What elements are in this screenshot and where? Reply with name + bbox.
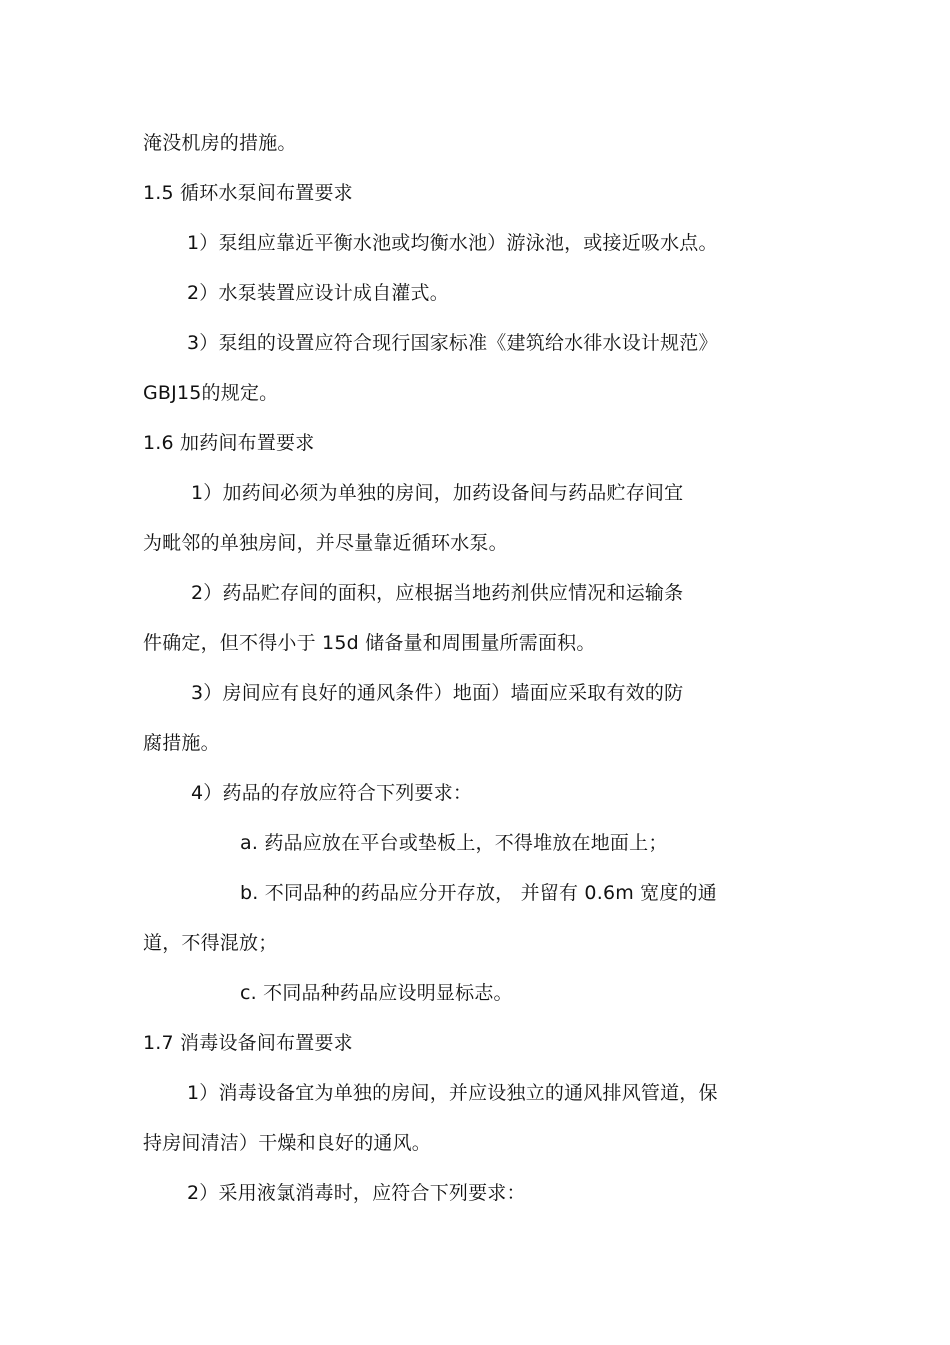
list-item: 2）水泵装置应设计成自灌式。	[187, 282, 449, 304]
list-item: 4）药品的存放应符合下列要求：	[191, 782, 473, 804]
paragraph-line: 道，不得混放；	[143, 932, 278, 954]
list-item: 2）采用液氯消毒时，应符合下列要求：	[187, 1182, 526, 1204]
list-item: 3）泵组的设置应符合现行国家标准《建筑给水徘水设计规范》	[187, 332, 718, 354]
list-item: 1）泵组应靠近平衡水池或均衡水池）游泳池，或接近吸水点。	[187, 232, 718, 254]
list-item: 1）消毒设备宜为单独的房间，并应设独立的通风排风管道，保	[187, 1082, 718, 1104]
paragraph-line: 持房间清洁）干燥和良好的通风。	[143, 1132, 432, 1154]
sub-list-item: b. 不同品种的药品应分开存放， 并留有 0.6m 宽度的通	[240, 882, 717, 904]
list-item: 1）加药间必须为单独的房间，加药设备间与药品贮存间宜	[191, 482, 684, 504]
paragraph-line: GBJ15的规定。	[143, 382, 279, 404]
list-item: 2）药品贮存间的面积，应根据当地药剂供应情况和运输条	[191, 582, 684, 604]
section-heading-1-5: 1.5 循环水泵间布置要求	[143, 182, 353, 204]
paragraph-line: 淹没机房的措施。	[143, 132, 297, 154]
list-item: 3）房间应有良好的通风条件）地面）墙面应采取有效的防	[191, 682, 684, 704]
paragraph-line: 为毗邻的单独房间，并尽量靠近循环水泵。	[143, 532, 508, 554]
sub-list-item: a. 药品应放在平台或垫板上，不得堆放在地面上；	[240, 832, 668, 854]
section-heading-1-7: 1.7 消毒设备间布置要求	[143, 1032, 353, 1054]
sub-list-item: c. 不同品种药品应设明显标志。	[240, 982, 513, 1004]
paragraph-line: 件确定，但不得小于 15d 储备量和周围量所需面积。	[143, 632, 596, 654]
section-heading-1-6: 1.6 加药间布置要求	[143, 432, 315, 454]
paragraph-line: 腐措施。	[143, 732, 220, 754]
